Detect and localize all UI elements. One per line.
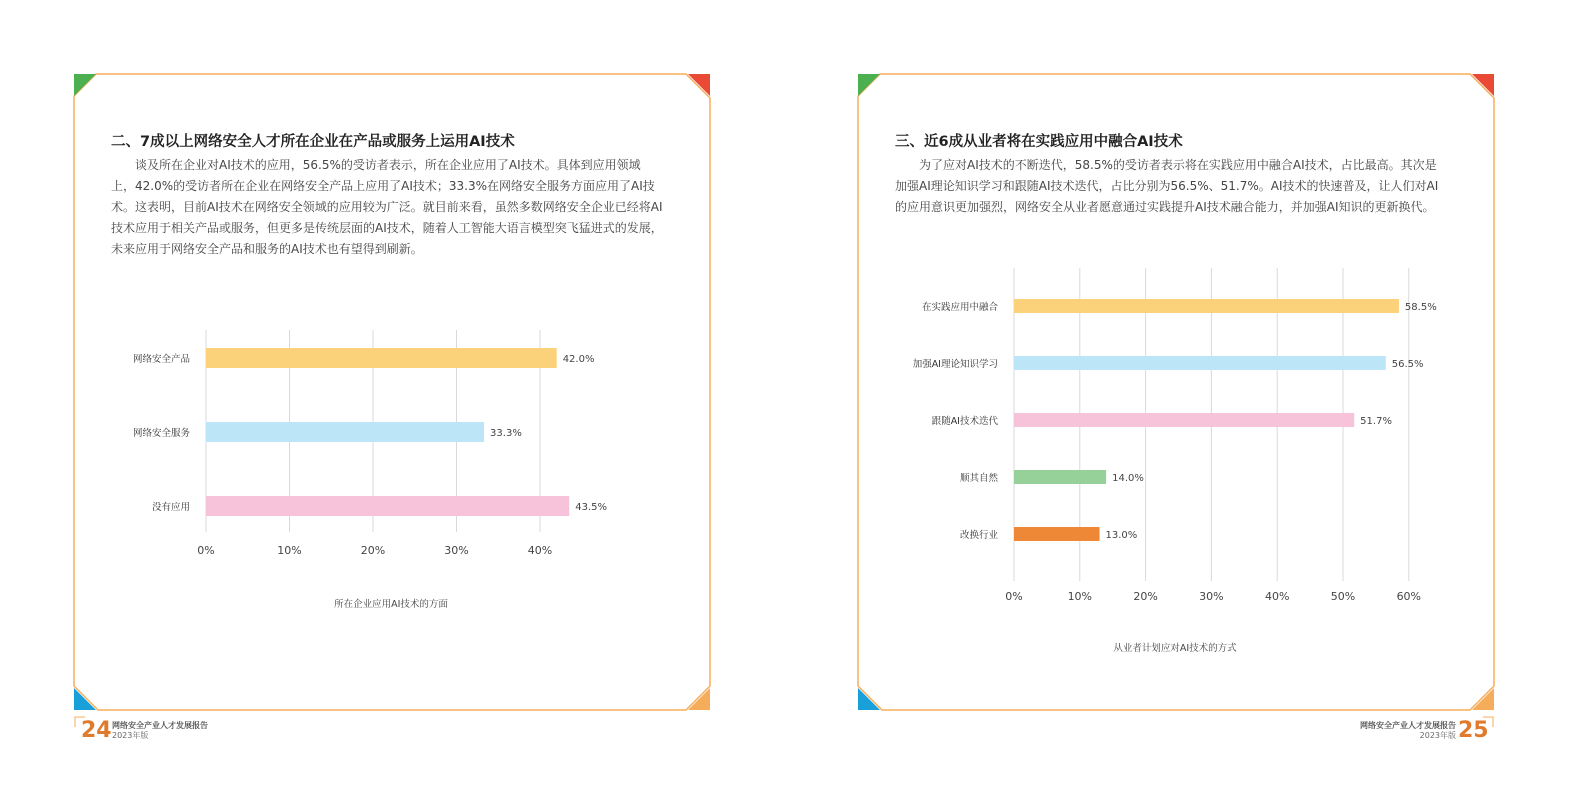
value-label: 51.7% (1360, 416, 1392, 427)
value-label: 56.5% (1391, 359, 1424, 370)
right-page (794, 0, 1587, 793)
footer-report-info (112, 721, 208, 741)
section-title: 二、7成以上网络安全人才所在企业在产品或服务上运用AI技术 (111, 134, 515, 150)
x-tick-label: 20% (360, 544, 386, 557)
ai-response-bar-chart (794, 0, 1587, 793)
x-tick-label: 0% (1005, 590, 1023, 603)
value-label: 43.5% (575, 502, 608, 513)
footer-edition: 2023年版 (112, 731, 149, 740)
footer-report-title: 网络安全产业人才发展报告 (112, 721, 208, 730)
left-page (0, 0, 793, 793)
paragraph-line: 未来应用于网络安全产品和服务的AI技术也有望得到刷新。 (111, 242, 423, 256)
paragraph-line: 加强AI理论知识学习和跟随AI技术迭代，占比分别为56.5%、51.7%。AI技术的快速普及，让人们对AI (895, 179, 1439, 193)
bar (206, 348, 557, 368)
x-tick-label: 30% (444, 544, 469, 557)
section-title: 三、近6成从业者将在实践应用中融合AI技术 (895, 134, 1183, 150)
chart-title: 从业者计划应对AI技术的方式 (1113, 643, 1237, 654)
value-label: 42.0% (562, 354, 595, 365)
paragraph-line: 术。这表明，目前AI技术在网络安全领域的应用较为广泛。就目前来看，虽然多数网络安全企业已经将AI (111, 200, 663, 214)
value-label: 14.0% (1112, 473, 1144, 484)
category-label: 网络安全产品 (132, 354, 190, 365)
footer-edition: 2023年版 (1419, 731, 1456, 740)
x-tick-label: 40% (1264, 590, 1290, 603)
footer-report-info (1360, 721, 1456, 741)
chart-title: 所在企业应用AI技术的方面 (334, 599, 448, 610)
page-number: 24 (81, 718, 112, 743)
bar (1014, 527, 1100, 541)
paragraph-line: 谈及所在企业对AI技术的应用，56.5%的受访者表示，所在企业应用了AI技术。具体到应用领域 (135, 158, 641, 172)
x-tick-label: 20% (1133, 590, 1158, 603)
x-tick-label: 60% (1396, 590, 1422, 603)
category-label: 在实践应用中融合 (921, 302, 998, 313)
bar (206, 496, 569, 516)
bar (1014, 356, 1386, 370)
paragraph-line: 为了应对AI技术的不断迭代，58.5%的受访者表示将在实践应用中融合AI技术，占比最高。其次是 (919, 158, 1437, 172)
category-label: 没有应用 (151, 502, 190, 513)
category-label: 跟随AI技术迭代 (931, 416, 998, 427)
x-tick-label: 10% (1067, 590, 1093, 603)
value-label: 33.3% (490, 428, 522, 439)
paragraph-line: 的应用意识更加强烈，网络安全从业者愿意通过实践提升AI技术融合能力，并加强AI知识的更新换代。 (895, 200, 1435, 214)
x-tick-label: 30% (1199, 590, 1224, 603)
value-label: 58.5% (1404, 302, 1437, 313)
category-label: 改换行业 (959, 530, 998, 541)
ai-application-bar-chart (0, 0, 793, 793)
category-label: 顺其自然 (959, 473, 998, 484)
page-number: 25 (1458, 718, 1489, 743)
x-tick-label: 50% (1330, 590, 1356, 603)
bar (1014, 299, 1399, 313)
x-tick-label: 0% (197, 544, 215, 557)
paragraph-line: 上，42.0%的受访者所在企业在网络安全产品上应用了AI技术；33.3%在网络安全服务方面应用了AI技 (111, 179, 655, 193)
bar (1014, 413, 1354, 427)
x-tick-label: 10% (277, 544, 302, 557)
category-label: 网络安全服务 (132, 428, 190, 439)
bar (1014, 470, 1106, 484)
bar (206, 422, 484, 442)
x-tick-label: 40% (527, 544, 553, 557)
footer-report-title: 网络安全产业人才发展报告 (1360, 721, 1456, 730)
value-label: 13.0% (1105, 530, 1138, 541)
category-label: 加强AI理论知识学习 (912, 359, 998, 370)
paragraph-line: 技术应用于相关产品或服务，但更多是传统层面的AI技术，随着人工智能大语言模型突飞猛进式的发展， (111, 221, 663, 235)
